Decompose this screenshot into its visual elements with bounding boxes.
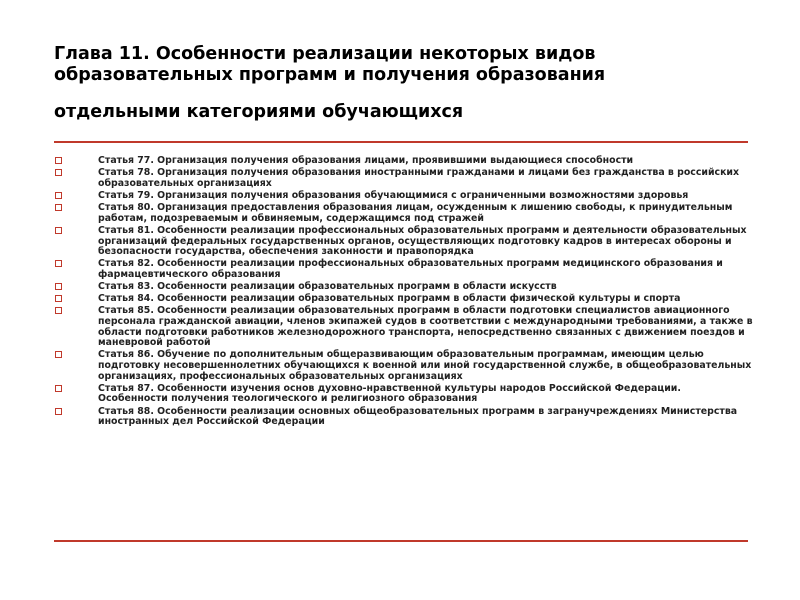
list-item: [54, 384, 754, 405]
list-item: [54, 350, 754, 382]
article-text: Статья 84. Особенности реализации образовательных программ в области физической культуры и спорта: [98, 293, 681, 305]
list-item: [54, 168, 754, 189]
list-item: [54, 407, 754, 428]
article-text: Статья 85. Особенности реализации образовательных программ в области подготовки специалистов авиационного персонала гражданской авиации, членов экипажей судов в соответствии с международными требованиями, а также в области подготовки работников железнодорожного транспорта, непосредственно связанных с движением поездов и маневровой работой: [98, 305, 753, 349]
title-line-3: отдельными категориями обучающихся: [54, 102, 464, 122]
article-text: Статья 86. Обучение по дополнительным общеразвивающим образовательным программам, имеющим целью подготовку несовершеннолетних обучающихся к военной или иной государственной службе, в общеобразовательных организациях, профессиональных образовательных организациях: [98, 349, 752, 382]
list-item: [54, 203, 754, 224]
list-item: [54, 259, 754, 280]
list-item: [54, 156, 754, 167]
square-bullet-icon: [55, 192, 62, 199]
article-text: Статья 82. Особенности реализации профессиональных образовательных программ медицинского образования и фармацевтического образования: [98, 258, 723, 280]
square-bullet-icon: [55, 307, 62, 314]
article-text: Статья 88. Особенности реализации основных общеобразовательных программ в загранучреждениях Министерства иностранных дел Российской Федерации: [98, 405, 738, 428]
title-line-1: Глава 11. Особенности реализации некоторых видов: [54, 44, 596, 64]
article-text: Статья 78. Организация получения образования иностранными гражданами и лицами без гражданства в российских образовательных организациях: [98, 167, 740, 189]
square-bullet-icon: [55, 169, 62, 176]
square-bullet-icon: [55, 157, 62, 164]
slide-title: [54, 44, 754, 123]
list-item: [54, 294, 754, 305]
article-text: Статья 83. Особенности реализации образовательных программ в области искусств: [98, 281, 557, 293]
top-divider: [54, 141, 748, 143]
article-text: Статья 79. Организация получения образования обучающимися с ограниченными возможностями здоровья: [98, 189, 689, 201]
list-item: [54, 282, 754, 293]
article-text: Статья 87. Особенности изучения основ духовно-нравственной культуры народов Российской Федерации. Особенности получения теологического и религиозного образования: [98, 382, 681, 405]
article-list: [54, 156, 754, 429]
list-item: [54, 226, 754, 258]
square-bullet-icon: [55, 408, 62, 415]
square-bullet-icon: [55, 295, 62, 302]
square-bullet-icon: [55, 351, 62, 358]
article-text: Статья 77. Организация получения образования лицами, проявившими выдающиеся способности: [98, 155, 634, 166]
title-line-2: образовательных программ и получения образования: [54, 65, 606, 85]
list-item: [54, 191, 754, 202]
square-bullet-icon: [55, 283, 62, 290]
square-bullet-icon: [55, 227, 62, 234]
bottom-divider: [54, 540, 748, 542]
square-bullet-icon: [55, 385, 62, 392]
square-bullet-icon: [55, 260, 62, 267]
square-bullet-icon: [55, 204, 62, 211]
article-text: Статья 81. Особенности реализации профессиональных образовательных программ и деятельности образовательных организаций федеральных государственных органов, осуществляющих подготовку кадров в интересах обороны и безопасности государства, обеспечения законности и правопорядка: [98, 224, 747, 258]
list-item: [54, 306, 754, 348]
article-text: Статья 80. Организация предоставления образования лицам, осужденным к лишению свободы, к принудительным работам, подозреваемым и обвиняемым, содержащимся под стражей: [98, 202, 733, 224]
